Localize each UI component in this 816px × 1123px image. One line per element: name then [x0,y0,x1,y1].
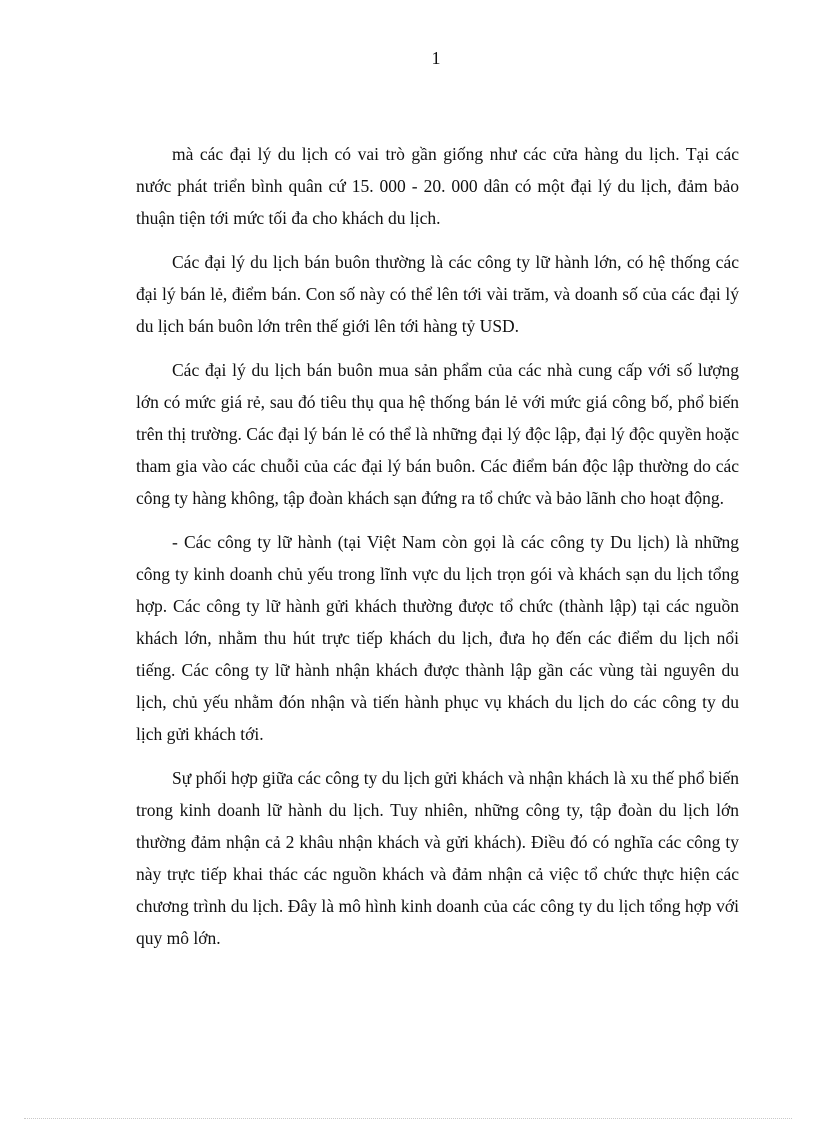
document-body [136,138,739,966]
paragraph-2: Các đại lý du lịch bán buôn thường là các công ty lữ hành lớn, có hệ thống các đại lý bán lẻ, điểm bán. Con số này có thể lên tới vài trăm, và doanh số của các đại lý du lịch bán buôn lớn trên thế giới lên tới hàng tỷ USD. [136,252,739,336]
paragraph-3: Các đại lý du lịch bán buôn mua sản phẩm của các nhà cung cấp với số lượng lớn có mức giá rẻ, sau đó tiêu thụ qua hệ thống bán lẻ với mức giá công bố, phổ biến trên thị trường. Các đại lý bán lẻ có thể là những đại lý độc lập, đại lý độc quyền hoặc tham gia vào các chuỗi của các đại lý bán buôn. Các điểm bán độc lập thường do các công ty hàng không, tập đoàn khách sạn đứng ra tổ chức và bảo lãnh cho hoạt động. [136,360,739,508]
paragraph-5: Sự phối hợp giữa các công ty du lịch gửi khách và nhận khách là xu thế phổ biến trong kinh doanh lữ hành du lịch. Tuy nhiên, những công ty, tập đoàn du lịch lớn thường đảm nhận cả 2 khâu nhận khách và gửi khách). Điều đó có nghĩa các công ty này trực tiếp khai thác các nguồn khách và đảm nhận cả việc tổ chức thực hiện các chương trình du lịch. Đây là mô hình kinh doanh của các công ty du lịch tổng hợp với quy mô lớn. [136,768,739,948]
page-number: 1 [431,48,441,68]
page-bottom-divider [24,1118,792,1119]
paragraph-4: - Các công ty lữ hành (tại Việt Nam còn gọi là các công ty Du lịch) là những công ty kinh doanh chủ yếu trong lĩnh vực du lịch trọn gói và khách sạn du lịch tổng hợp. Các công ty lữ hành gửi khách thường được tổ chức (thành lập) tại các nguồn khách lớn, nhằm thu hút trực tiếp khách du lịch, đưa họ đến các điểm du lịch nổi tiếng. Các công ty lữ hành nhận khách được thành lập gần các vùng tài nguyên du lịch, chủ yếu nhằm đón nhận và tiến hành phục vụ khách du lịch do các công ty du lịch gửi khách tới. [136,532,739,744]
paragraph-1: mà các đại lý du lịch có vai trò gần giống như các cửa hàng du lịch. Tại các nước phát triển bình quân cứ 15. 000 - 20. 000 dân có một đại lý du lịch, đảm bảo thuận tiện tới mức tối đa cho khách du lịch. [136,144,739,228]
